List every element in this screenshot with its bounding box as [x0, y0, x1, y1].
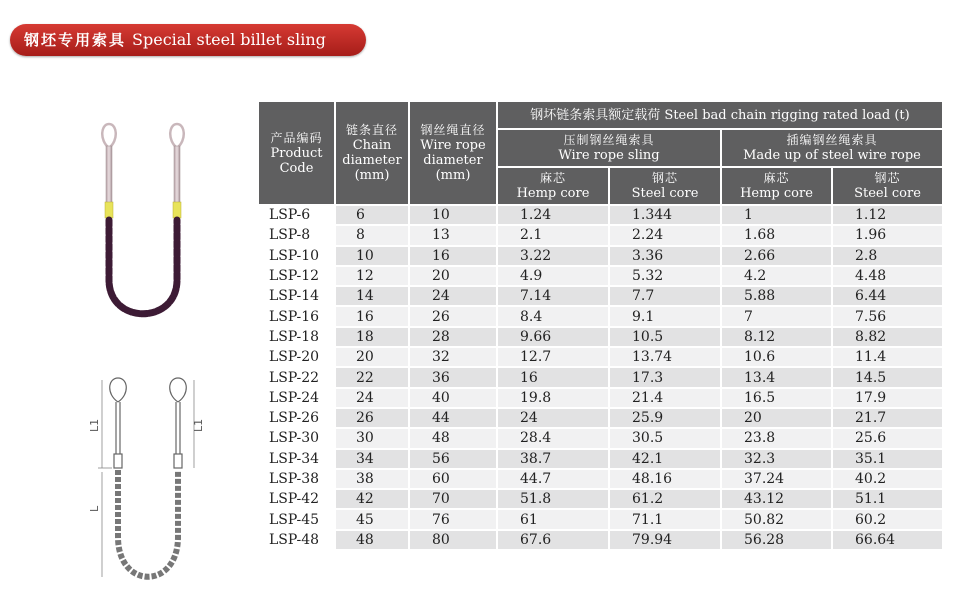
cell-madeup-hemp-load: 8.12: [721, 327, 832, 347]
cell-madeup-hemp-load: 4.2: [721, 266, 832, 286]
cell-product-code: LSP-34: [258, 449, 335, 469]
dimension-label-l1-right: L1: [192, 418, 205, 432]
cell-chain-diameter: 10: [335, 246, 409, 266]
rated-load-table: [257, 100, 944, 551]
cell-wire-rope-diameter: 32: [409, 347, 497, 367]
cell-wire-steel-load: 3.36: [609, 246, 721, 266]
cell-wire-hemp-load: 16: [497, 367, 609, 387]
table-row: [258, 286, 943, 306]
cell-chain-diameter: 42: [335, 489, 409, 509]
cell-madeup-hemp-load: 43.12: [721, 489, 832, 509]
table-row: [258, 469, 943, 489]
table-row: [258, 306, 943, 326]
cell-chain-diameter: 14: [335, 286, 409, 306]
cell-madeup-hemp-load: 20: [721, 408, 832, 428]
cell-wire-rope-diameter: 28: [409, 327, 497, 347]
cell-wire-steel-load: 48.16: [609, 469, 721, 489]
section-title-en: Special steel billet sling: [132, 30, 326, 49]
header-made-up-wire-rope: 插编钢丝绳索具 Made up of steel wire rope: [721, 129, 943, 167]
header-wire-rope-diameter: 钢丝绳直径 Wire rope diameter (mm): [409, 101, 497, 205]
cell-product-code: LSP-14: [258, 286, 335, 306]
section-title-banner: [10, 24, 366, 56]
cell-madeup-steel-load: 11.4: [832, 347, 943, 367]
cell-wire-rope-diameter: 13: [409, 225, 497, 245]
cell-wire-rope-diameter: 20: [409, 266, 497, 286]
cell-madeup-hemp-load: 32.3: [721, 449, 832, 469]
cell-madeup-steel-load: 17.9: [832, 388, 943, 408]
cell-wire-rope-diameter: 44: [409, 408, 497, 428]
cell-wire-steel-load: 17.3: [609, 367, 721, 387]
cell-wire-hemp-load: 7.14: [497, 286, 609, 306]
cell-madeup-hemp-load: 10.6: [721, 347, 832, 367]
header-steel-core-1: 钢芯 Steel core: [609, 167, 721, 205]
cell-wire-hemp-load: 24: [497, 408, 609, 428]
cell-chain-diameter: 38: [335, 469, 409, 489]
dimension-label-l: L: [88, 505, 101, 512]
table-row: [258, 408, 943, 428]
cell-product-code: LSP-12: [258, 266, 335, 286]
cell-wire-rope-diameter: 36: [409, 367, 497, 387]
table-row: [258, 327, 943, 347]
header-wire-rope-sling: 压制钢丝绳索具 Wire rope sling: [497, 129, 721, 167]
cell-wire-hemp-load: 12.7: [497, 347, 609, 367]
cell-madeup-steel-load: 51.1: [832, 489, 943, 509]
table-row: [258, 428, 943, 448]
cell-chain-diameter: 8: [335, 225, 409, 245]
cell-madeup-steel-load: 66.64: [832, 530, 943, 550]
cell-madeup-steel-load: 1.96: [832, 225, 943, 245]
cell-chain-diameter: 12: [335, 266, 409, 286]
cell-madeup-hemp-load: 23.8: [721, 428, 832, 448]
cell-madeup-steel-load: 2.8: [832, 246, 943, 266]
section-title-cn: 钢坯专用索具: [24, 31, 127, 49]
cell-wire-rope-diameter: 24: [409, 286, 497, 306]
cell-wire-hemp-load: 3.22: [497, 246, 609, 266]
cell-wire-steel-load: 13.74: [609, 347, 721, 367]
cell-wire-steel-load: 61.2: [609, 489, 721, 509]
cell-wire-rope-diameter: 26: [409, 306, 497, 326]
cell-product-code: LSP-48: [258, 530, 335, 550]
table-row: [258, 489, 943, 509]
cell-product-code: LSP-24: [258, 388, 335, 408]
cell-product-code: LSP-18: [258, 327, 335, 347]
cell-chain-diameter: 22: [335, 367, 409, 387]
cell-wire-hemp-load: 9.66: [497, 327, 609, 347]
cell-wire-hemp-load: 61: [497, 509, 609, 529]
cell-chain-diameter: 24: [335, 388, 409, 408]
cell-wire-hemp-load: 38.7: [497, 449, 609, 469]
sling-product-photo: [95, 120, 195, 340]
cell-wire-steel-load: 2.24: [609, 225, 721, 245]
table-row: [258, 246, 943, 266]
cell-madeup-steel-load: 1.12: [832, 205, 943, 225]
cell-wire-rope-diameter: 80: [409, 530, 497, 550]
cell-wire-hemp-load: 67.6: [497, 530, 609, 550]
cell-wire-hemp-load: 8.4: [497, 306, 609, 326]
cell-madeup-steel-load: 21.7: [832, 408, 943, 428]
cell-wire-rope-diameter: 70: [409, 489, 497, 509]
table-row: [258, 388, 943, 408]
header-steel-core-2: 钢芯 Steel core: [832, 167, 943, 205]
cell-wire-steel-load: 71.1: [609, 509, 721, 529]
table-row: [258, 449, 943, 469]
cell-wire-rope-diameter: 76: [409, 509, 497, 529]
cell-madeup-steel-load: 35.1: [832, 449, 943, 469]
cell-wire-rope-diameter: 16: [409, 246, 497, 266]
cell-madeup-steel-load: 6.44: [832, 286, 943, 306]
table-row: [258, 367, 943, 387]
cell-product-code: LSP-20: [258, 347, 335, 367]
header-product-code: 产品编码 Product Code: [258, 101, 335, 205]
header-chain-diameter: 链条直径 Chain diameter (mm): [335, 101, 409, 205]
cell-wire-hemp-load: 1.24: [497, 205, 609, 225]
table-row: [258, 347, 943, 367]
cell-madeup-hemp-load: 7: [721, 306, 832, 326]
table-row: [258, 225, 943, 245]
cell-wire-steel-load: 21.4: [609, 388, 721, 408]
cell-product-code: LSP-45: [258, 509, 335, 529]
cell-chain-diameter: 30: [335, 428, 409, 448]
cell-madeup-hemp-load: 2.66: [721, 246, 832, 266]
cell-chain-diameter: 34: [335, 449, 409, 469]
cell-madeup-hemp-load: 1.68: [721, 225, 832, 245]
cell-wire-steel-load: 10.5: [609, 327, 721, 347]
cell-madeup-hemp-load: 50.82: [721, 509, 832, 529]
sling-line-drawing: [88, 372, 208, 602]
cell-madeup-steel-load: 14.5: [832, 367, 943, 387]
cell-product-code: LSP-42: [258, 489, 335, 509]
cell-product-code: LSP-30: [258, 428, 335, 448]
cell-product-code: LSP-10: [258, 246, 335, 266]
cell-wire-steel-load: 7.7: [609, 286, 721, 306]
cell-madeup-hemp-load: 1: [721, 205, 832, 225]
cell-chain-diameter: 48: [335, 530, 409, 550]
cell-wire-steel-load: 9.1: [609, 306, 721, 326]
dimension-label-l1-left: L1: [88, 418, 101, 432]
header-rated-load: 钢坏链条索具额定载荷 Steel bad chain rigging rated load (t): [497, 101, 943, 129]
cell-madeup-steel-load: 25.6: [832, 428, 943, 448]
cell-wire-steel-load: 42.1: [609, 449, 721, 469]
cell-wire-rope-diameter: 48: [409, 428, 497, 448]
cell-product-code: LSP-16: [258, 306, 335, 326]
cell-madeup-steel-load: 8.82: [832, 327, 943, 347]
cell-product-code: LSP-26: [258, 408, 335, 428]
cell-madeup-hemp-load: 37.24: [721, 469, 832, 489]
cell-wire-hemp-load: 19.8: [497, 388, 609, 408]
cell-chain-diameter: 6: [335, 205, 409, 225]
cell-wire-hemp-load: 28.4: [497, 428, 609, 448]
table-row: [258, 530, 943, 550]
cell-wire-steel-load: 79.94: [609, 530, 721, 550]
cell-wire-hemp-load: 51.8: [497, 489, 609, 509]
table-row: [258, 205, 943, 225]
cell-madeup-hemp-load: 5.88: [721, 286, 832, 306]
cell-chain-diameter: 18: [335, 327, 409, 347]
cell-wire-hemp-load: 44.7: [497, 469, 609, 489]
cell-wire-steel-load: 30.5: [609, 428, 721, 448]
header-hemp-core-2: 麻芯 Hemp core: [721, 167, 832, 205]
cell-wire-steel-load: 5.32: [609, 266, 721, 286]
cell-madeup-hemp-load: 56.28: [721, 530, 832, 550]
cell-madeup-steel-load: 7.56: [832, 306, 943, 326]
table-row: [258, 509, 943, 529]
cell-chain-diameter: 20: [335, 347, 409, 367]
cell-chain-diameter: 26: [335, 408, 409, 428]
cell-madeup-hemp-load: 13.4: [721, 367, 832, 387]
cell-wire-steel-load: 1.344: [609, 205, 721, 225]
cell-product-code: LSP-38: [258, 469, 335, 489]
cell-madeup-steel-load: 60.2: [832, 509, 943, 529]
header-hemp-core-1: 麻芯 Hemp core: [497, 167, 609, 205]
cell-madeup-hemp-load: 16.5: [721, 388, 832, 408]
cell-product-code: LSP-6: [258, 205, 335, 225]
cell-product-code: LSP-8: [258, 225, 335, 245]
cell-wire-rope-diameter: 60: [409, 469, 497, 489]
cell-madeup-steel-load: 4.48: [832, 266, 943, 286]
cell-wire-hemp-load: 4.9: [497, 266, 609, 286]
cell-wire-hemp-load: 2.1: [497, 225, 609, 245]
cell-wire-rope-diameter: 56: [409, 449, 497, 469]
cell-wire-steel-load: 25.9: [609, 408, 721, 428]
cell-madeup-steel-load: 40.2: [832, 469, 943, 489]
cell-chain-diameter: 16: [335, 306, 409, 326]
table-row: [258, 266, 943, 286]
cell-wire-rope-diameter: 10: [409, 205, 497, 225]
cell-chain-diameter: 45: [335, 509, 409, 529]
cell-product-code: LSP-22: [258, 367, 335, 387]
cell-wire-rope-diameter: 40: [409, 388, 497, 408]
